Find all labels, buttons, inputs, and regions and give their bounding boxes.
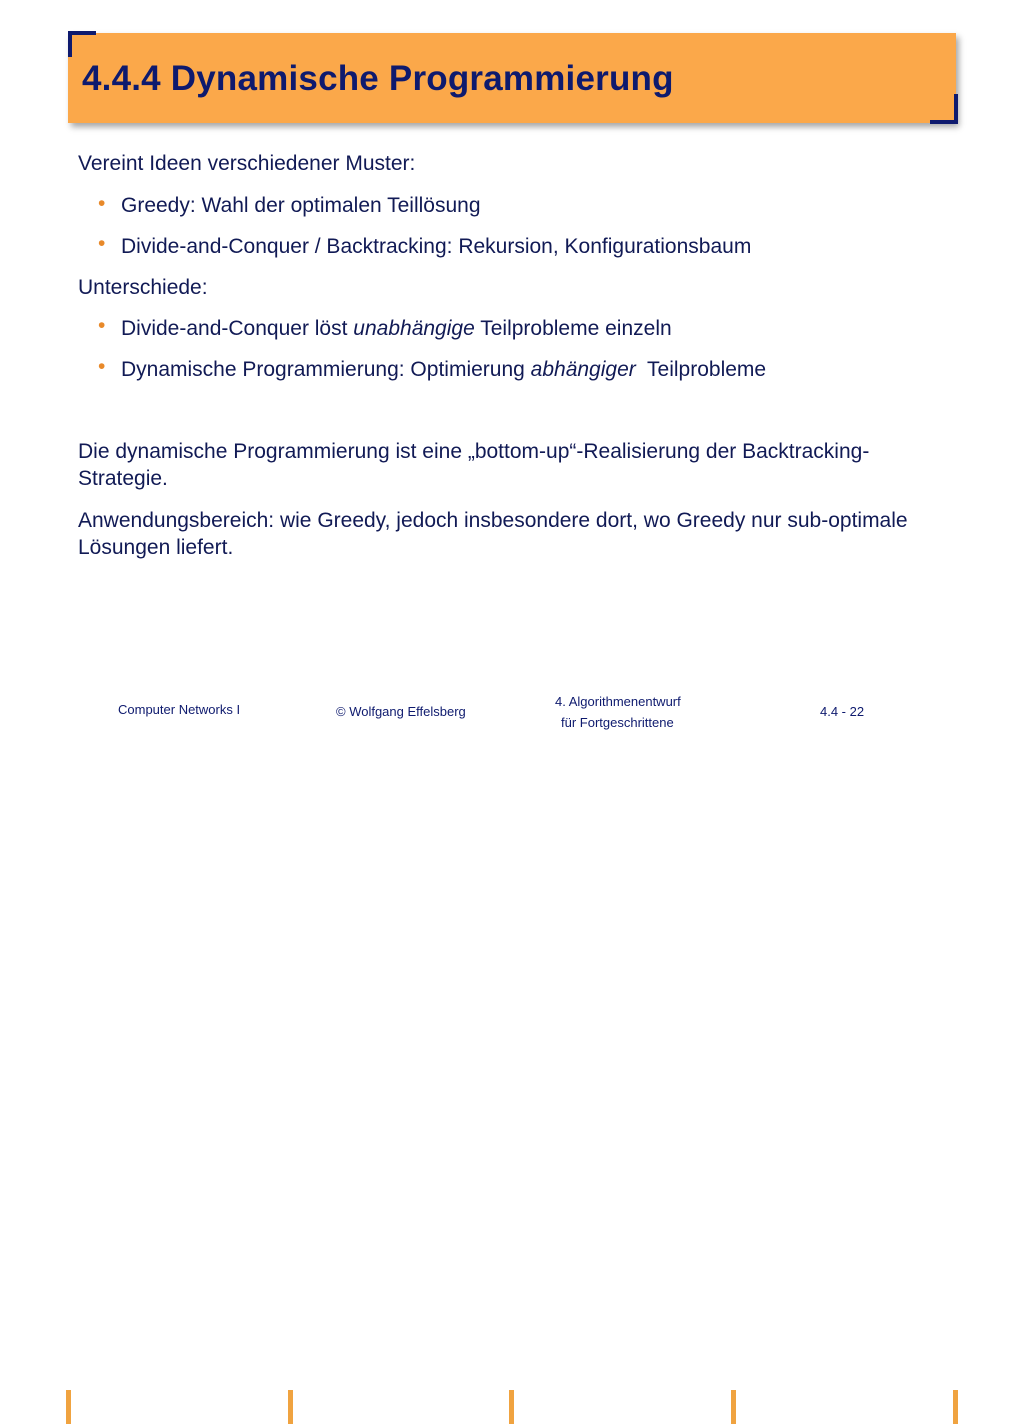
bullet-icon: • (98, 314, 106, 337)
bullet-independent-subproblems (121, 317, 672, 341)
bullet-text-part: Divide-and-Conquer löst (121, 317, 354, 340)
footer-author: © Wolfgang Effelsberg (336, 704, 466, 719)
emphasis-dependent: abhängiger (530, 358, 636, 381)
bullet-text-part: Teilprobleme (635, 358, 767, 381)
bullet-greedy: Greedy: Wahl der optimalen Teillösung (121, 194, 481, 217)
footer-chapter-line2: für Fortgeschrittene (561, 715, 674, 730)
footer-separator (731, 1390, 736, 1424)
footer-separator (509, 1390, 514, 1424)
bullet-divide-and-conquer: Divide-and-Conquer / Backtracking: Rekursion, Konfigurationsbaum (121, 235, 752, 258)
footer-page-number: 4.4 - 22 (820, 704, 865, 719)
corner-bracket-top-left-vertical (68, 31, 72, 57)
paragraph-bottom-up: Die dynamische Programmierung ist eine „bottom-up“-Realisierung der Backtracking-Strategie. (78, 440, 870, 490)
corner-bracket-top-left (68, 31, 96, 35)
bullet-icon: • (98, 232, 106, 255)
bullet-text-part: Teilprobleme einzeln (474, 317, 672, 340)
bullet-icon: • (98, 192, 106, 215)
bullet-icon: • (98, 355, 106, 378)
paragraph-application-area: Anwendungsbereich: wie Greedy, jedoch insbesondere dort, wo Greedy nur sub-optimale Lösungen liefert. (78, 509, 908, 559)
differences-heading: Unterschiede: (78, 276, 208, 299)
slide-title: 4.4.4 Dynamische Programmierung (82, 59, 674, 98)
footer-chapter-line1: 4. Algorithmenentwurf (555, 694, 681, 709)
footer-course: Computer Networks I (118, 702, 241, 717)
footer-separator (953, 1390, 958, 1424)
footer-separator (66, 1390, 71, 1424)
slide-title-bar (68, 33, 956, 123)
slide-footer (0, 690, 1024, 740)
intro-text: Vereint Ideen verschiedener Muster: (78, 152, 416, 175)
corner-bracket-bottom-right-vertical (954, 94, 958, 124)
bullet-text-part: Dynamische Programmierung: Optimierung (121, 358, 531, 381)
emphasis-independent: unabhängige (353, 317, 475, 340)
bullet-dependent-subproblems (121, 358, 766, 382)
footer-separator (288, 1390, 293, 1424)
